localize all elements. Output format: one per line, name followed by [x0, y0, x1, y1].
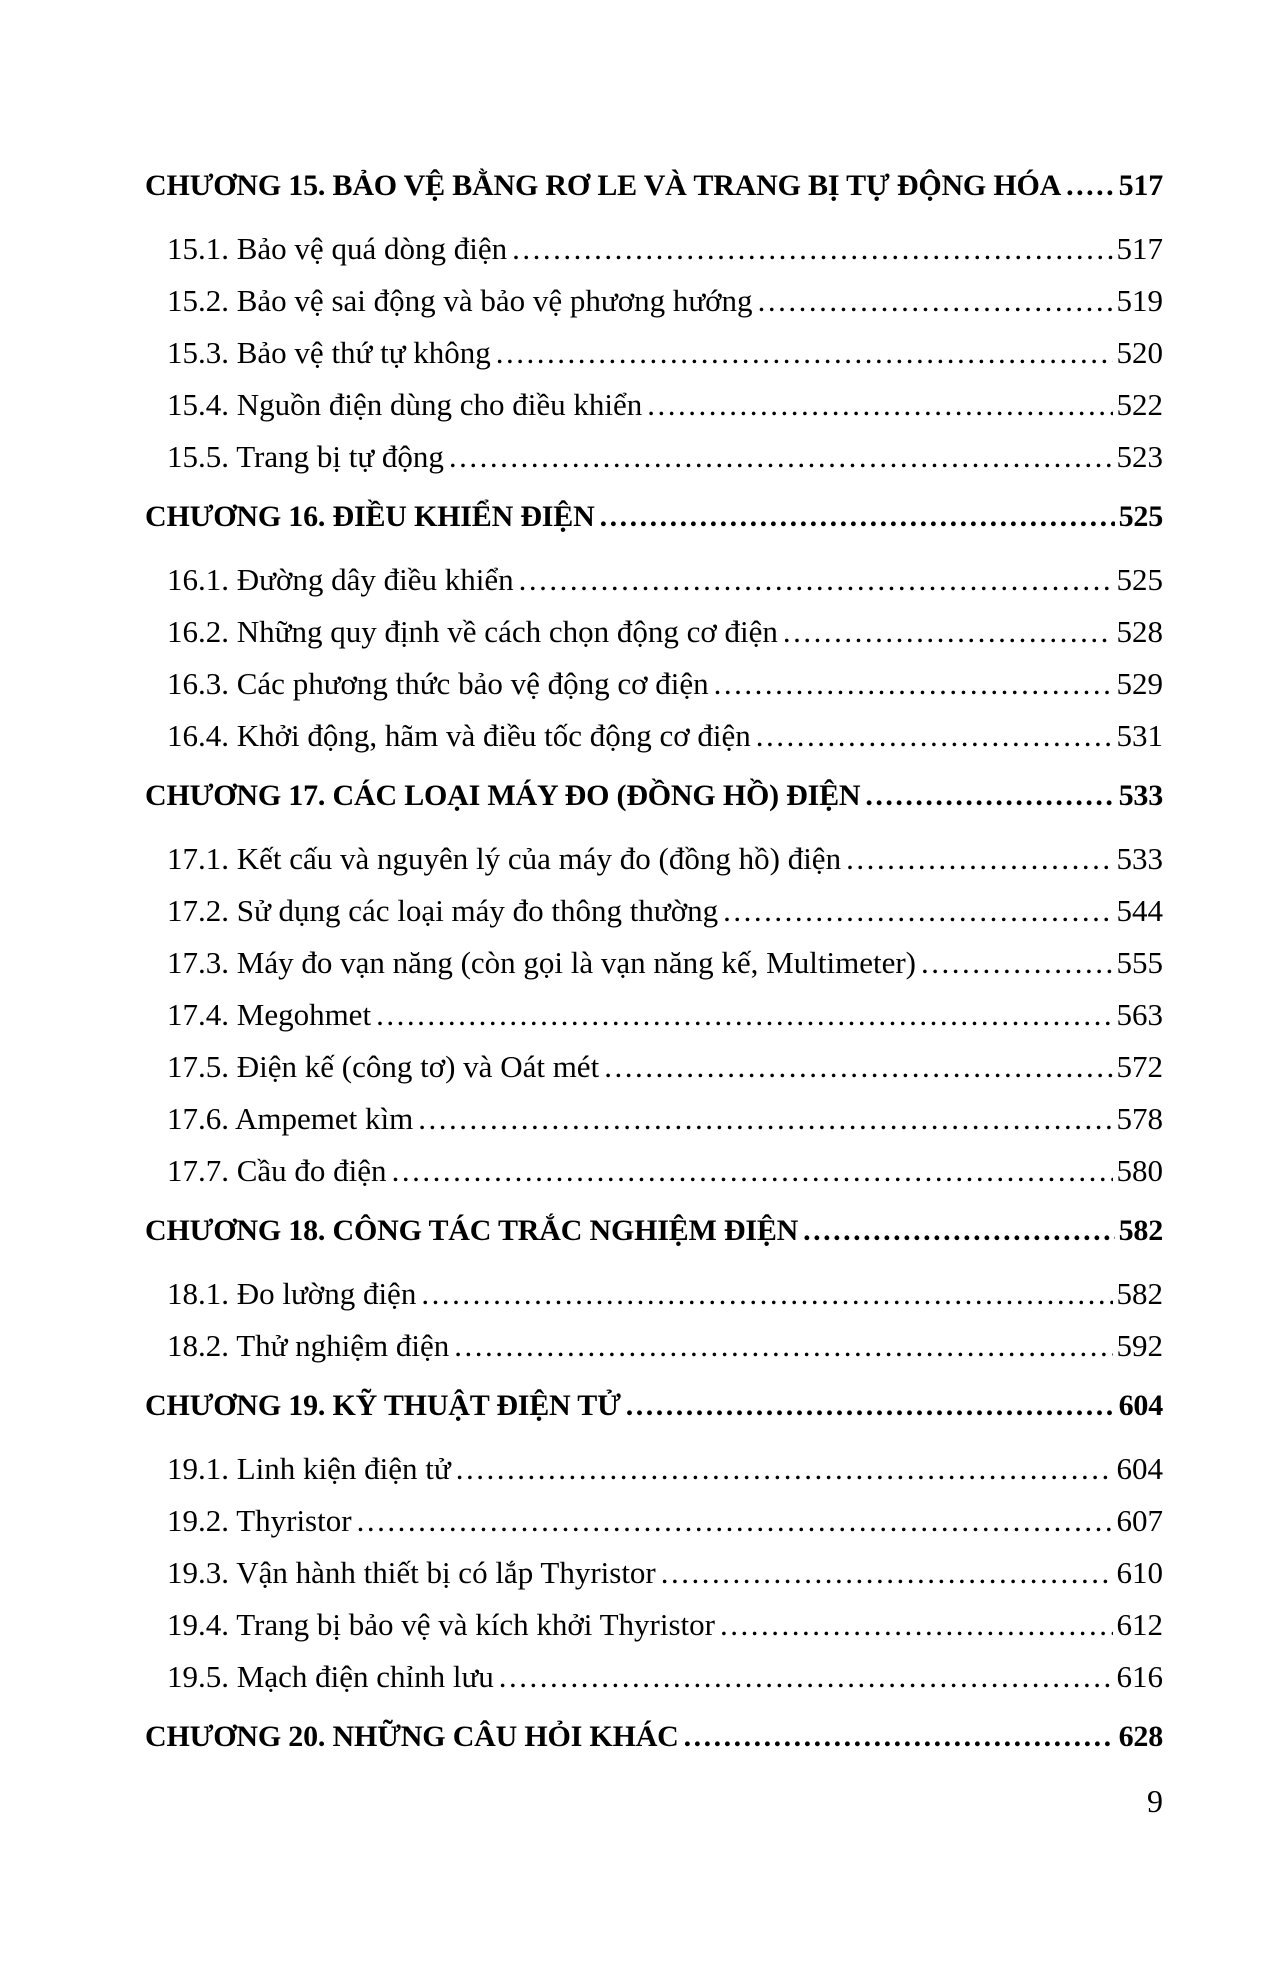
- section-page-number: 578: [1116, 1101, 1163, 1136]
- dot-leader: [647, 379, 1112, 431]
- chapter-title: CHƯƠNG 20. NHỮNG CÂU HỎI KHÁC: [145, 1720, 679, 1753]
- section-page-number: 616: [1116, 1659, 1163, 1694]
- toc-section-row: [145, 1268, 1163, 1320]
- dot-leader: [921, 937, 1113, 989]
- dot-leader: [496, 327, 1113, 379]
- section-title: 17.3. Máy đo vạn năng (còn gọi là vạn năng kế, Multimeter): [167, 945, 916, 980]
- section-title: 18.1. Đo lường điện: [167, 1276, 417, 1311]
- section-page-number: 528: [1116, 614, 1163, 649]
- toc-section-row: [145, 1443, 1163, 1495]
- toc-section-row: [145, 989, 1163, 1041]
- toc-section-row: [145, 1651, 1163, 1703]
- toc-chapter-row: [145, 1205, 1163, 1257]
- section-title: 15.4. Nguồn điện dùng cho điều khiển: [167, 387, 643, 422]
- dot-leader: [723, 885, 1112, 937]
- section-page-number: 604: [1116, 1451, 1163, 1486]
- toc-section-row: [145, 379, 1163, 431]
- section-title: 16.1. Đường dây điều khiển: [167, 562, 514, 597]
- dot-leader: [846, 833, 1112, 885]
- dot-leader: [720, 1599, 1113, 1651]
- toc-chapter-row: [145, 160, 1163, 212]
- dot-leader: [1066, 160, 1114, 212]
- section-page-number: 533: [1116, 841, 1163, 876]
- toc-chapter-row: [145, 491, 1163, 543]
- toc-section-row: [145, 937, 1163, 989]
- dot-leader: [454, 1320, 1112, 1372]
- toc-section-row: [145, 1041, 1163, 1093]
- section-title: 19.2. Thyristor: [167, 1503, 352, 1538]
- dot-leader: [449, 431, 1113, 483]
- dot-leader: [421, 1268, 1112, 1320]
- chapter-title: CHƯƠNG 16. ĐIỀU KHIỂN ĐIỆN: [145, 500, 595, 533]
- chapter-title: CHƯƠNG 18. CÔNG TÁC TRẮC NGHIỆM ĐIỆN: [145, 1214, 799, 1247]
- dot-leader: [456, 1443, 1113, 1495]
- section-page-number: 563: [1116, 997, 1163, 1032]
- toc-section-row: [145, 1093, 1163, 1145]
- section-page-number: 580: [1116, 1153, 1163, 1188]
- toc-section-row: [145, 1145, 1163, 1197]
- toc-section-row: [145, 658, 1163, 710]
- section-title: 19.1. Linh kiện điện tử: [167, 1451, 451, 1486]
- toc-chapter-row: [145, 1711, 1163, 1763]
- section-title: 15.2. Bảo vệ sai động và bảo vệ phương hướng: [167, 283, 753, 318]
- section-title: 17.5. Điện kế (công tơ) và Oát mét: [167, 1049, 600, 1084]
- toc-section-row: [145, 327, 1163, 379]
- section-title: 17.7. Cầu đo điện: [167, 1153, 387, 1188]
- toc-section-row: [145, 1495, 1163, 1547]
- chapter-page-number: 582: [1118, 1214, 1163, 1247]
- section-page-number: 529: [1116, 666, 1163, 701]
- section-page-number: 544: [1116, 893, 1163, 928]
- dot-leader: [756, 710, 1113, 762]
- dot-leader: [357, 1495, 1113, 1547]
- section-page-number: 520: [1116, 335, 1163, 370]
- section-title: 15.1. Bảo vệ quá dòng điện: [167, 231, 508, 266]
- section-title: 16.2. Những quy định về cách chọn động cơ điện: [167, 614, 778, 649]
- dot-leader: [600, 491, 1115, 543]
- section-title: 17.6. Ampemet kìm: [167, 1101, 414, 1136]
- section-page-number: 523: [1116, 439, 1163, 474]
- dot-leader: [783, 606, 1113, 658]
- folio-page-number: 9: [1147, 1783, 1163, 1819]
- toc-section-row: [145, 606, 1163, 658]
- section-page-number: 531: [1116, 718, 1163, 753]
- section-page-number: 572: [1116, 1049, 1163, 1084]
- section-page-number: 582: [1116, 1276, 1163, 1311]
- chapter-title: CHƯƠNG 17. CÁC LOẠI MÁY ĐO (ĐỒNG HỒ) ĐIỆN: [145, 779, 861, 812]
- dot-leader: [758, 275, 1113, 327]
- section-page-number: 525: [1116, 562, 1163, 597]
- section-page-number: 519: [1116, 283, 1163, 318]
- dot-leader: [418, 1093, 1112, 1145]
- section-title: 17.2. Sử dụng các loại máy đo thông thường: [167, 893, 719, 928]
- dot-leader: [519, 554, 1113, 606]
- toc-section-row: [145, 885, 1163, 937]
- dot-leader: [626, 1380, 1115, 1432]
- dot-leader: [803, 1205, 1114, 1257]
- section-page-number: 522: [1116, 387, 1163, 422]
- toc-section-row: [145, 710, 1163, 762]
- chapter-page-number: 525: [1118, 500, 1163, 533]
- section-page-number: 517: [1116, 231, 1163, 266]
- section-page-number: 592: [1116, 1328, 1163, 1363]
- toc-section-row: [145, 1547, 1163, 1599]
- section-title: 15.5. Trang bị tự động: [167, 439, 444, 474]
- section-title: 18.2. Thử nghiệm điện: [167, 1328, 450, 1363]
- section-title: 19.4. Trang bị bảo vệ và kích khởi Thyristor: [167, 1607, 715, 1642]
- section-page-number: 607: [1116, 1503, 1163, 1538]
- toc-section-row: [145, 833, 1163, 885]
- chapter-page-number: 533: [1118, 779, 1163, 812]
- section-title: 16.4. Khởi động, hãm và điều tốc động cơ điện: [167, 718, 751, 753]
- chapter-page-number: 628: [1118, 1720, 1163, 1753]
- section-title: 15.3. Bảo vệ thứ tự không: [167, 335, 491, 370]
- section-page-number: 555: [1116, 945, 1163, 980]
- section-title: 19.3. Vận hành thiết bị có lắp Thyristor: [167, 1555, 656, 1590]
- toc-section-row: [145, 1320, 1163, 1372]
- chapter-page-number: 517: [1118, 169, 1163, 202]
- toc-chapter-row: [145, 770, 1163, 822]
- toc-section-row: [145, 223, 1163, 275]
- toc-chapter-row: [145, 1380, 1163, 1432]
- table-of-contents: [145, 160, 1163, 1763]
- dot-leader: [499, 1651, 1113, 1703]
- dot-leader: [684, 1711, 1115, 1763]
- toc-section-row: [145, 554, 1163, 606]
- dot-leader: [392, 1145, 1113, 1197]
- section-page-number: 610: [1116, 1555, 1163, 1590]
- chapter-title: CHƯƠNG 15. BẢO VỆ BẰNG RƠ LE VÀ TRANG BỊ TỰ ĐỘNG HÓA: [145, 169, 1062, 202]
- dot-leader: [512, 223, 1112, 275]
- section-title: 19.5. Mạch điện chỉnh lưu: [167, 1659, 494, 1694]
- chapter-title: CHƯƠNG 19. KỸ THUẬT ĐIỆN TỬ: [145, 1389, 621, 1422]
- dot-leader: [714, 658, 1113, 710]
- toc-section-row: [145, 275, 1163, 327]
- dot-leader: [865, 770, 1114, 822]
- chapter-page-number: 604: [1118, 1389, 1163, 1422]
- dot-leader: [661, 1547, 1113, 1599]
- dot-leader: [604, 1041, 1112, 1093]
- dot-leader: [376, 989, 1112, 1041]
- section-title: 17.4. Megohmet: [167, 997, 372, 1032]
- toc-section-row: [145, 1599, 1163, 1651]
- toc-section-row: [145, 431, 1163, 483]
- section-title: 16.3. Các phương thức bảo vệ động cơ điện: [167, 666, 709, 701]
- section-page-number: 612: [1116, 1607, 1163, 1642]
- section-title: 17.1. Kết cấu và nguyên lý của máy đo (đồng hồ) điện: [167, 841, 842, 876]
